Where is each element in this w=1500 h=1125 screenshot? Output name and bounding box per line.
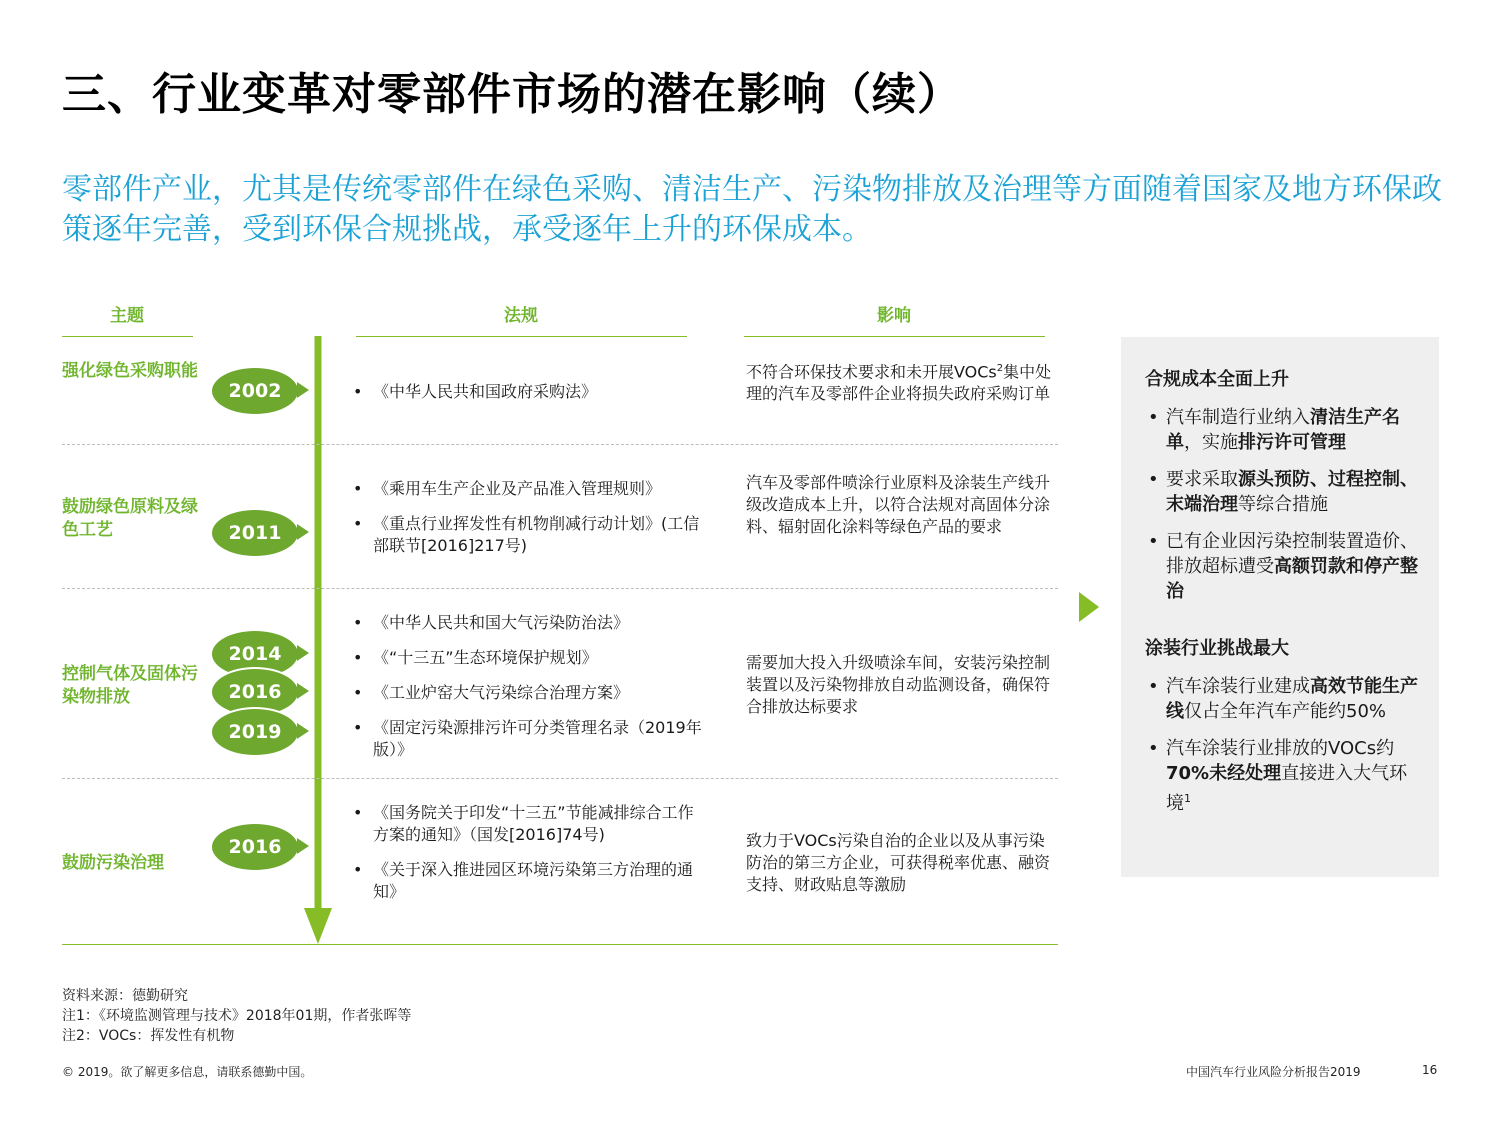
row-impact: 致力于VOCs污染自治的企业以及从事污染防治的第三方企业，可获得税率优惠、融资支持、财政贴息等激励 [746,831,1051,894]
impact-text: 集中处理的汽车及零部件企业将损失政府采购订单 [746,362,1052,404]
row-impact [746,358,1056,405]
header-underline-impact [744,336,1045,337]
bullet-text: 直接进入大气环境 [1166,763,1408,814]
timeline-arrow [300,336,336,948]
header-underline-topic [62,336,193,337]
row-laws [353,612,703,774]
panel-section-title: 涂装行业挑战最大 [1145,638,1289,659]
bullet-bold-text: 清洁生产名单 [1166,407,1400,453]
footnote-marker: 1 [1184,792,1191,805]
table-bottom-line [62,944,1058,945]
row-impact: 汽车及零部件喷涂行业原料及涂装生产线升级改造成本上升，以符合法规对高固体分涂料、辐射固化涂料等绿色产品的要求 [746,473,1051,536]
panel-section-title: 合规成本全面上升 [1145,369,1289,390]
bullet-bold-text: 源头预防、过程控制、末端治理 [1166,469,1418,515]
bullet-bold-text: 高效节能生产线 [1166,676,1418,722]
note-line: 注1：《环境监测管理与技术》2018年01期，作者张晖等 [62,1008,412,1024]
source-notes [62,986,411,1046]
law-item: • 《固定污染源排污许可分类管理名录（2019年版）》 [353,717,703,761]
law-item: • 《“十三五”生态环境保护规划》 [353,647,703,669]
header-impact: 影响 [877,306,911,326]
bullet-text: 仅占全年汽车产能约50% [1184,701,1387,722]
row-laws [353,802,703,916]
law-item: • 《重点行业挥发性有机物削减行动计划》(工信部联节[2016]217号) [353,513,703,557]
panel-bullet [1145,674,1425,724]
year-badge: 2016 [210,822,300,872]
row-divider [62,778,1058,779]
row-impact: 需要加大投入升级喷涂车间，安装污染控制装置以及污染物排放自动监测设备，确保符合排放达标要求 [746,653,1051,716]
row-topic: 鼓励绿色原料及绿色工艺 [62,497,198,540]
bullet-text: 已有企业因污染控制装置造价、排放超标遭受 [1166,531,1418,577]
row-laws [353,478,703,570]
row-divider [62,588,1058,589]
row-topic: 控制气体及固体污染物排放 [62,664,198,707]
bullet-text: 要求采取 [1166,469,1238,490]
year-badge: 2014 [210,629,300,679]
bullet-bold-text: 高额罚款和停产整治 [1166,556,1418,602]
year-badge: 2016 [210,667,300,717]
row-laws [353,381,703,416]
bullet-bold-text: 排污许可管理 [1238,432,1346,453]
page-title: 三、行业变革对零部件市场的潜在影响（续） [62,69,962,120]
row-divider [62,444,1058,445]
year-badge: 2011 [210,508,300,558]
page-number: 16 [1422,1063,1438,1077]
law-item: • 《乘用车生产企业及产品准入管理规则》 [353,478,703,500]
bullet-text: 等综合措施 [1238,494,1328,515]
bullet-text: 汽车制造行业纳入 [1166,407,1310,428]
row-topic: 强化绿色采购职能 [62,361,198,381]
bullet-text: 汽车涂装行业排放的VOCs约 [1166,738,1395,759]
row-topic: 鼓励污染治理 [62,853,164,873]
law-item: • 《中华人民共和国大气污染防治法》 [353,612,703,634]
law-item: • 《工业炉窑大气污染综合治理方案》 [353,682,703,704]
footer-report-title: 中国汽车行业风险分析报告2019 [1186,1065,1361,1079]
panel-bullet [1145,736,1425,816]
impact-text: 不符合环保技术要求和未开展VOCs [746,362,997,382]
note-line: 注2：VOCs：挥发性有机物 [62,1028,235,1044]
page-subtitle: 零部件产业，尤其是传统零部件在绿色采购、清洁生产、污染物排放及治理等方面随着国家及地方环保政策逐年完善，受到环保合规挑战，承受逐年上升的环保成本。 [62,172,1442,247]
bullet-text: ，实施 [1184,432,1238,453]
play-arrow-icon [1077,590,1101,624]
law-item: • 《国务院关于印发“十三五”节能减排综合工作方案的通知》（国发[2016]74号) [353,802,703,846]
bullet-text: 汽车涂装行业建成 [1166,676,1310,697]
law-item: • 《关于深入推进园区环境污染第三方治理的通知》 [353,859,703,903]
source-line: 资料来源：德勤研究 [62,988,188,1004]
panel-bullet [1145,529,1425,604]
header-law: 法规 [504,306,538,326]
law-item: • 《中华人民共和国政府采购法》 [353,381,703,403]
header-topic: 主题 [110,306,144,326]
bullet-bold-text: 70%未经处理 [1166,763,1282,784]
footnote-marker: 2 [996,363,1004,374]
panel-bullet [1145,405,1425,455]
header-underline-law [356,336,687,337]
summary-panel [1121,337,1439,877]
panel-bullet [1145,467,1425,517]
footer-copyright: © 2019。欲了解更多信息，请联系德勤中国。 [62,1065,313,1079]
year-badge: 2002 [210,366,300,416]
year-badge: 2019 [210,707,300,757]
